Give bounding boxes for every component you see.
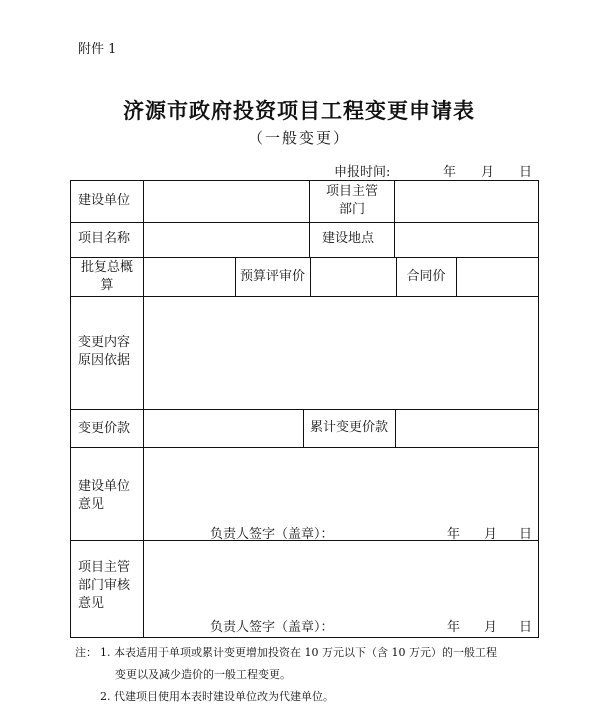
report-time-label: 申报时间: (334, 165, 391, 180)
construction-site-field[interactable] (397, 224, 536, 255)
approved-estimate-text: 批复总概算 (81, 259, 134, 293)
notes-prefix: 注： (75, 646, 97, 659)
change-amount-field[interactable] (146, 411, 301, 445)
report-day: 日 (519, 165, 533, 180)
authority-review-opinion-text: 项目主管部门审核意见 (78, 560, 131, 611)
project-name-field[interactable] (146, 224, 306, 255)
label-construction-unit: 建设单位 (78, 193, 131, 208)
label-contract-price: 合同价 (406, 268, 446, 284)
label-construction-site: 建设地点 (322, 231, 375, 246)
cumulative-change-amount-field[interactable] (398, 411, 536, 445)
label-cumulative-change-amount: 累计变更价款 (309, 420, 388, 435)
label-budget-review-price: 预算评审价 (239, 268, 305, 284)
budget-review-price-field[interactable] (312, 259, 394, 294)
signature-year-1: 年 (447, 527, 461, 542)
project-authority-field[interactable] (397, 182, 536, 220)
label-authority-review-opinion (78, 556, 142, 616)
signature-day-1: 日 (519, 527, 533, 542)
report-year: 年 (443, 165, 457, 180)
label-project-name: 项目名称 (78, 231, 131, 246)
change-reason-text: 变更内容原因依据 (78, 335, 131, 368)
signature-year-2: 年 (447, 620, 461, 635)
attachment-label: 附件 1 (78, 42, 117, 57)
signature-month-1: 月 (484, 527, 498, 542)
authority-review-opinion-field[interactable] (146, 542, 536, 636)
page-subtitle: （一般变更） (247, 129, 350, 147)
label-change-reason (78, 332, 142, 372)
label-project-authority (315, 182, 389, 220)
label-approved-estimate (72, 259, 142, 294)
note-line-2: 2. 代建项目使用本表时建设单位改为代建单位。 (100, 690, 334, 703)
signature-label-2: 负责人签字（盖章）： (210, 620, 334, 635)
report-month: 月 (481, 165, 495, 180)
project-authority-text: 项目主管部门 (326, 184, 379, 217)
construction-unit-opinion-field[interactable] (146, 449, 536, 538)
label-change-amount: 变更价款 (78, 421, 131, 436)
contract-price-field[interactable] (458, 259, 536, 294)
label-construction-unit-opinion (78, 476, 142, 516)
signature-label-1: 负责人签字（盖章）： (210, 527, 334, 542)
approved-estimate-field[interactable] (146, 259, 233, 294)
change-reason-field[interactable] (146, 298, 536, 407)
construction-unit-opinion-text: 建设单位意见 (78, 479, 131, 512)
page-title: 济源市政府投资项目工程变更申请表 (123, 99, 475, 123)
construction-unit-field[interactable] (146, 182, 306, 220)
note-line-1b: 变更以及减少造价的一般工程变更。 (115, 668, 291, 681)
signature-day-2: 日 (519, 620, 533, 635)
signature-month-2: 月 (484, 620, 498, 635)
note-line-1: 1. 本表适用于单项或累计变更增加投资在 10 万元以下（含 10 万元）的一般工程 (100, 646, 497, 659)
